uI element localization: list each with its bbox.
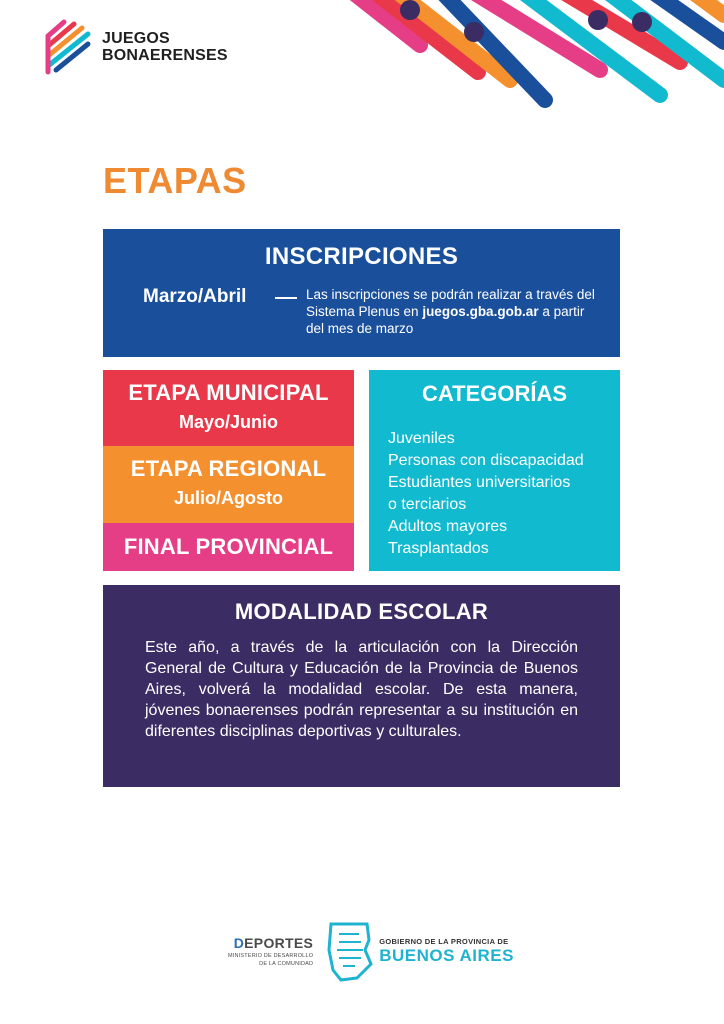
etapa-regional-period: Julio/Agosto (174, 488, 283, 508)
inscripciones-desc-part1: Las inscripciones se podrán realizar a través del Sistema Plenus en (306, 287, 595, 319)
list-item: Trasplantados (388, 540, 489, 557)
logo-line-1: JUEGOS (102, 30, 170, 47)
etapa-municipal-title: ETAPA MUNICIPAL (128, 380, 329, 405)
inscripciones-link[interactable]: juegos.gba.gob.ar (422, 304, 539, 319)
final-provincial-box (103, 523, 354, 571)
province-seal-icon (327, 920, 373, 982)
ministerio-line-2: DE LA COMUNIDAD (259, 961, 314, 967)
etapa-municipal-box (103, 370, 354, 446)
logo-line-2: BONAERENSES (102, 47, 228, 64)
dash-divider (275, 297, 297, 299)
inscripciones-date: Marzo/Abril (143, 286, 247, 307)
list-item: Juveniles (388, 430, 455, 447)
deportes-logo (228, 935, 313, 967)
juegos-bonaerenses-logo (42, 16, 228, 78)
deportes-wordmark (228, 935, 313, 951)
list-item: Personas con discapacidad (388, 452, 584, 469)
list-item: Adultos mayores (388, 518, 508, 535)
categorias-list (388, 428, 584, 560)
modalidad-escolar-box (103, 585, 620, 787)
inscripciones-desc-part2: a partir del mes de marzo (306, 304, 585, 336)
modalidad-title: MODALIDAD ESCOLAR (234, 599, 489, 624)
etapa-municipal-period: Mayo/Junio (178, 412, 278, 432)
buenos-aires-name: BUENOS AIRES (379, 945, 514, 965)
inscripciones-box (103, 229, 620, 357)
etapa-regional-box (103, 446, 354, 523)
ministerio-line-1: MINISTERIO DE DESARROLLO (228, 953, 314, 959)
inscripciones-title: INSCRIPCIONES (264, 243, 459, 270)
gba-logo (379, 937, 514, 966)
categorias-box (369, 370, 620, 571)
gobierno-line: GOBIERNO DE LA PROVINCIA DE (379, 936, 509, 946)
list-item: o terciarios (388, 496, 467, 513)
deportes-first-letter: D (233, 935, 245, 951)
modalidad-text: Este año, a través de la articulación con la Dirección General de Cultura y Educación de la Provincia de Buenos Aires, volverá la modalidad escolar. De esta manera, jóvenes bonaerenses podrán representar a su institución en diferentes disciplinas deportivas y culturales. (145, 639, 578, 740)
juegos-logo-icon (42, 16, 94, 78)
list-item: Estudiantes universitarios (388, 474, 571, 491)
page-title: ETAPAS (103, 160, 247, 201)
logo-wordmark (102, 30, 228, 64)
deportes-rest: EPORTES (244, 935, 314, 951)
categorias-title: CATEGORÍAS (421, 381, 568, 406)
inscripciones-description (306, 286, 606, 337)
footer-logos (228, 920, 514, 982)
final-provincial-title: FINAL PROVINCIAL (123, 534, 334, 559)
etapa-regional-title: ETAPA REGIONAL (130, 456, 327, 481)
